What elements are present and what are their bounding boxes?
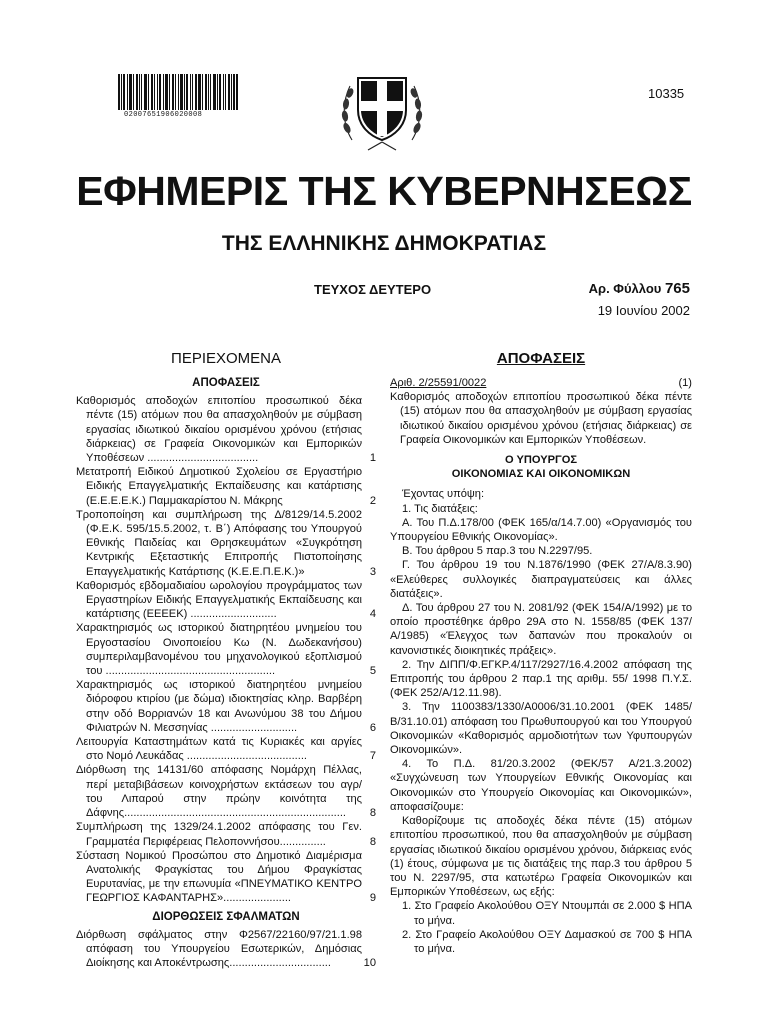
decision-title: Καθορισμός αποδοχών επιτοπίου προσωπικού δέκα πέντε (15) ατόμων που θα απασχοληθούν με σύμβαση εργασίας ιδιωτικού δικαίου ορισμένου χρόνου (ετήσιας διάρκειας) σε Γραφεία Οικονομικών και Εμπορικών Υποθέσεων. bbox=[390, 391, 692, 446]
barcode-bars bbox=[118, 74, 238, 110]
masthead-title: ΕΦΗΜΕΡΙΣ ΤΗΣ ΚΥΒΕΡΝΗΣΕΩΣ bbox=[76, 168, 692, 214]
toc-item-page: 8 bbox=[369, 807, 376, 820]
decisions-column bbox=[390, 350, 692, 956]
toc-item-text: Τροποποίηση και συμπλήρωση της Δ/8129/14.5.2002 (Φ.Ε.Κ. 595/15.5.2002, τ. Β΄) Απόφασης του Υπουργού Εθνικής Παιδείας και Θρησκευμάτων «Συγκρότηση Κεντρικής Εξεταστικής Επιτροπής Πιστοποίησης Επαγγελματικής Κατάρτισης (Κ.Ε.Ε.Π.Ε.Κ.)» bbox=[76, 508, 362, 578]
contents-column bbox=[76, 350, 376, 970]
authority-line-1: Ο ΥΠΟΥΡΓΟΣ bbox=[505, 454, 577, 467]
contents-section-decisions: ΑΠΟΦΑΣΕΙΣ bbox=[192, 377, 260, 389]
decisions-heading: ΑΠΟΦΑΣΕΙΣ bbox=[496, 350, 586, 367]
toc-item bbox=[76, 465, 376, 508]
decision-paragraph: Γ. Του άρθρου 19 του Ν.1876/1990 (ΦΕΚ 27/Α/8.3.90) «Ελεύθερες συλλογικές διαπραγματεύσεις και άλλες διατάξεις». bbox=[390, 559, 692, 600]
toc-item-text: Μετατροπή Ειδικού Δημοτικού Σχολείου σε Εργαστήριο Ειδικής Επαγγελματικής Εκπαίδευσης και κατάρτισης (Ε.Ε.Ε.Ε.Κ.) Παμμακαρίστου Ν. Μάκρης bbox=[76, 466, 362, 507]
toc-item-text: Συμπλήρωση της 1329/24.1.2002 απόφασης του Γεν. Γραμματέα Περιφέρειας Πελοποννήσου............... bbox=[76, 821, 362, 848]
toc-item bbox=[76, 928, 376, 971]
toc-item-page: 6 bbox=[369, 721, 376, 734]
decision-reference bbox=[390, 376, 692, 390]
toc-item bbox=[76, 820, 376, 848]
toc-item-page: 2 bbox=[369, 494, 376, 507]
issue-date: 19 Ιουνίου 2002 bbox=[597, 303, 690, 318]
toc-item-page: 9 bbox=[369, 892, 376, 905]
toc-item-page: 10 bbox=[363, 957, 376, 970]
toc-item-text: Λειτουργία Καταστημάτων κατά τις Κυριακές και αργίες στο Νομό Λευκάδας ....................................... bbox=[76, 736, 362, 763]
decision-paragraph: 2. Την ΔΙΠΠ/Φ.ΕΓΚΡ.4/117/2927/16.4.2002 απόφαση της Επιτροπής του άρθρου 2 παρ.1 της αριθμ. 55/ 1998 Π.Υ.Σ. (ΦΕΚ 252/Α/12.11.98). bbox=[390, 658, 692, 700]
issue-label: Αρ. Φύλλου bbox=[588, 281, 662, 296]
toc-item-page: 4 bbox=[369, 608, 376, 621]
toc-item-text: Διόρθωση σφάλματος στην Φ2567/22160/97/21.1.98 απόφαση του Υπουργείου Εσωτερικών, Δημόσιας Διοίκησης και Αποκέντρωσης................................. bbox=[76, 928, 362, 970]
toc-item-text: Διόρθωση της 14131/60 απόφασης Νομάρχη Πέλλας, περί μεταβιβάσεων κοινοχρήστων εκτάσεων του αγρ/του Λιπαρού στην πρώην κοινότητα της Δάφνης........................................................................ bbox=[76, 764, 362, 820]
issue-type: ΤΕΥΧΟΣ ΔΕΥΤΕΡΟ bbox=[314, 282, 432, 297]
contents-section-errata: ΔΙΟΡΘΩΣΕΙΣ ΣΦΑΛΜΑΤΩΝ bbox=[152, 910, 300, 923]
toc-item bbox=[76, 579, 376, 622]
toc-item-page: 5 bbox=[369, 665, 376, 678]
decision-paragraph: 4. Το Π.Δ. 81/20.3.2002 (ΦΕΚ/57 Α/21.3.2002) «Συγχώνευση των Υπουργείων Εθνικής Οικονομίας και Οικονομικών στο Υπουργείο Οικονομίας και Οικονομικών», αποφασίζουμε: bbox=[390, 758, 692, 813]
decision-paragraph: Δ. Του άρθρου 27 του Ν. 2081/92 (ΦΕΚ 154/Α/1992) με το οποίο προστέθηκε άρθρο 29Α στο Ν. 1558/85 (ΦΕΚ 137/Α/1985) «Έλεγχος των δαπανών που προκαλούν οι κανονιστικές διοικητικές πράξεις». bbox=[390, 602, 692, 657]
toc-item-page: 1 bbox=[369, 452, 376, 465]
decision-paragraph: Καθορίζουμε τις αποδοχές δέκα πέντε (15) ατόμων επιτοπίου προσωπικού, που θα απασχοληθούν με σύμβαση εργασίας ιδιωτικού δικαίου ορισμένου χρόνου, διάρκειας ενός (1) έτους, σύμφωνα με τις διατάξεις της παρ.3 του άρθρου 5 του Ν. 2297/95, στα κατωτέρω Γραφεία Οικονομικών και Εμπορικών Υποθέσεων, ως εξής: bbox=[390, 815, 692, 899]
masthead-subtitle: ΤΗΣ ΕΛΛΗΝΙΚΗΣ ΔΗΜΟΚΡΑΤΙΑΣ bbox=[221, 232, 547, 255]
barcode bbox=[118, 74, 238, 120]
decision-ref-code: Αριθ. 2/25591/0022 bbox=[390, 377, 487, 389]
issue-number: 765 bbox=[664, 280, 690, 297]
toc-item bbox=[76, 621, 376, 678]
decision-paragraph: Β. Του άρθρου 5 παρ.3 του Ν.2297/95. bbox=[402, 545, 593, 558]
decision-paragraph: 3. Την 1100383/1330/Α0006/31.10.2001 (ΦΕΚ 1485/Β/31.10.01) απόφαση του Πρωθυπουργού και του Υπουργού Οικονομικών «Καθορισμός αρμοδιοτήτων των Υφυπουργών Οικονομικών». bbox=[390, 701, 692, 757]
toc-item bbox=[76, 763, 376, 820]
toc-item-page: 7 bbox=[369, 750, 376, 763]
decision-paragraph: Α. Του Π.Δ.178/00 (ΦΕΚ 165/α/14.7.00) «Οργανισμός του Υπουργείου Εθνικής Οικονομίας». bbox=[390, 516, 692, 544]
decision-ref-index: (1) bbox=[678, 377, 692, 389]
toc-item bbox=[76, 678, 376, 735]
greek-coat-of-arms-emblem bbox=[338, 66, 426, 156]
toc-item-page: 3 bbox=[369, 565, 376, 578]
page-number: 10335 bbox=[648, 86, 685, 101]
toc-item-text: Σύσταση Νομικού Προσώπου στο Δημοτικό Διαμέρισμα Ανατολικής Φραγκίστας του Δήμου Φραγκίστας Ευρυτανίας, με την επωνυμία «ΠΝΕΥΜΑΤΙΚΟ ΚΕΝΤΡΟ ΓΕΩΡΓΙΟΣ ΚΑΦΑΝΤΑΡΗΣ»...................... bbox=[76, 849, 362, 905]
toc-item bbox=[76, 508, 376, 579]
decision-list-item: 2. Στο Γραφείο Ακολούθου ΟΞΥ Δαμασκού σε 700 $ ΗΠΑ το μήνα. bbox=[402, 928, 692, 955]
toc-item-text: Χαρακτηρισμός ως ιστορικού διατηρητέου μνημείου του Εργοστασίου Οινοποιείου Κω (Ν. Δωδεκανήσου) συμπεριλαμβανομένου του μηχανολογικού εξοπλισμού του ....................................................... bbox=[76, 622, 362, 678]
decision-paragraph: 1. Τις διατάξεις: bbox=[402, 502, 478, 515]
decision-authority bbox=[390, 453, 692, 481]
toc-item-text: Καθορισμός εβδομαδιαίου ωρολογίου προγράμματος των Εργαστηρίων Ειδικής Επαγγελματικής Εκπαίδευσης και κατάρτισης (ΕΕΕΕΚ) ............................ bbox=[76, 579, 362, 621]
toc-item-page: 8 bbox=[369, 835, 376, 848]
decision-paragraph: Έχοντας υπόψη: bbox=[402, 488, 485, 501]
barcode-number: 02007651906020008 bbox=[124, 111, 203, 119]
toc-item bbox=[76, 735, 376, 763]
decision-list-item: 1. Στο Γραφείο Ακολούθου ΟΞΥ Ντουμπάι σε 2.000 $ ΗΠΑ το μήνα. bbox=[402, 900, 692, 927]
toc-item bbox=[76, 394, 376, 465]
toc-item-text: Χαρακτηρισμός ως ιστορικού διατηρητέου μνημείου διόροφου κτιρίου (με δώμα) ιδιοκτησίας κληρ. Βαρβέρη στην οδό Βορριανών 18 και Ανωνύμου 38 του Δήμου Φιλιατρών Ν. Μεσσηνίας ............................ bbox=[76, 679, 362, 734]
toc-item bbox=[76, 849, 376, 906]
issue-number-line bbox=[560, 280, 690, 297]
authority-line-2: ΟΙΚΟΝΟΜΙΑΣ ΚΑΙ ΟΙΚΟΝΟΜΙΚΩΝ bbox=[451, 468, 631, 481]
toc-item-text: Καθορισμός αποδοχών επιτοπίου προσωπικού δέκα πέντε (15) ατόμων που θα απασχοληθούν με σύμβαση εργασίας ιδιωτικού δικαίου ορισμένου χρόνου (ετήσιας διάρκειας) σε Γραφεία Οικονομικών και Εμπορικών Υποθέσεων .................................... bbox=[76, 395, 362, 465]
contents-heading: ΠΕΡΙΕΧΟΜΕΝΑ bbox=[170, 350, 282, 367]
